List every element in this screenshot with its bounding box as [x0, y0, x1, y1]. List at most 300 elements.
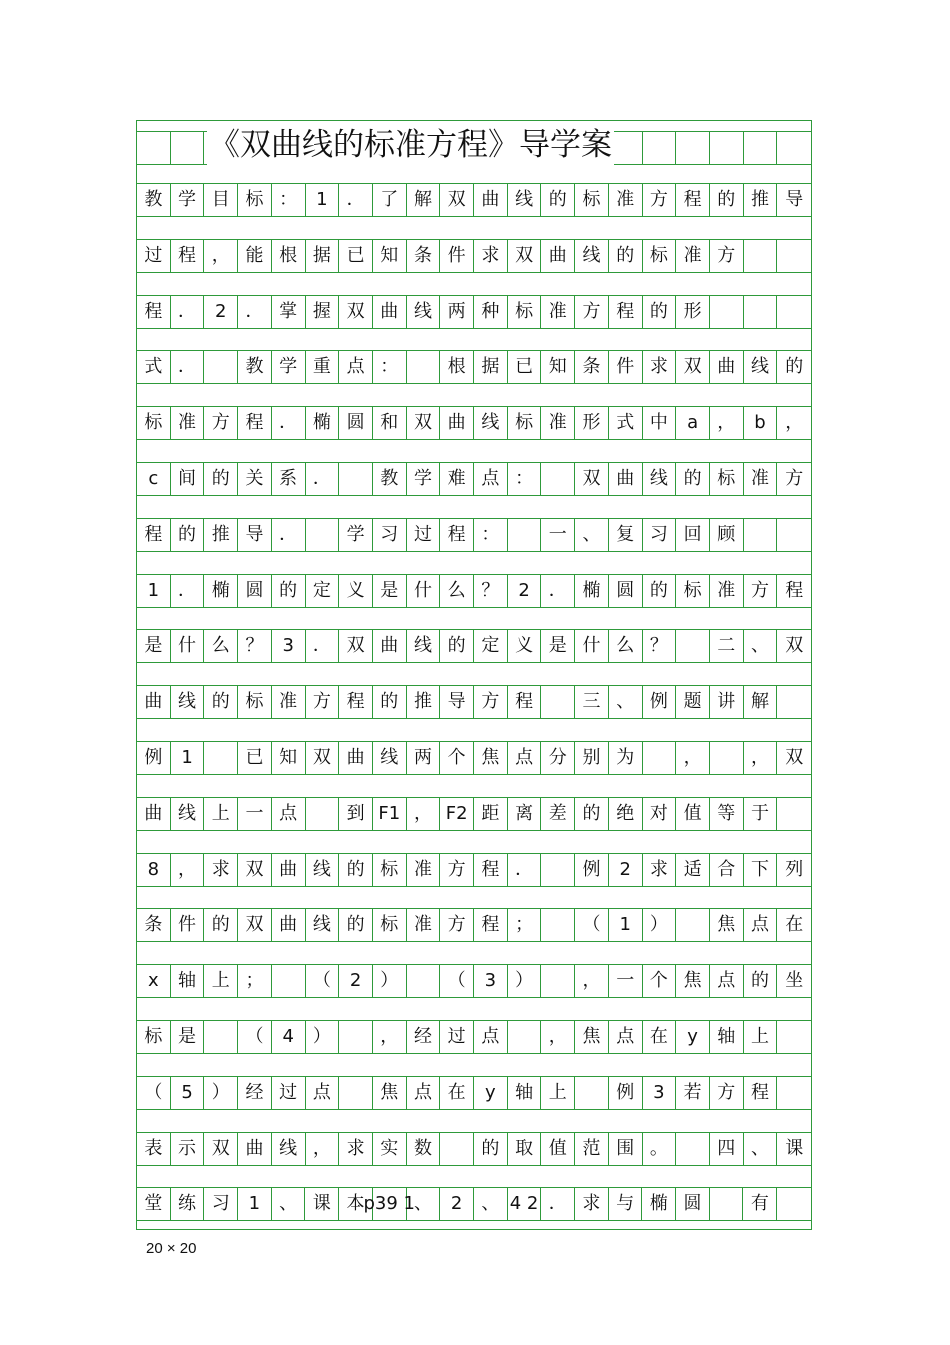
grid-cell: 程 [474, 908, 508, 942]
grid-cell: ； [238, 964, 272, 998]
grid-cell: 标 [137, 1020, 171, 1054]
grid-cell [541, 853, 575, 887]
grid-cell: 难 [440, 462, 474, 496]
grid-cell [575, 1076, 609, 1110]
grid-cell: 求 [204, 853, 238, 887]
grid-cell: 的 [339, 853, 373, 887]
grid-row [137, 629, 811, 663]
grid-cell: ？ [238, 629, 272, 663]
grid-cell: ： [373, 350, 407, 384]
writing-grid-sheet [136, 120, 812, 1230]
grid-cell: 示 [171, 1132, 205, 1166]
grid-cell: 的 [575, 797, 609, 831]
grid-cell: 到 [339, 797, 373, 831]
grid-cell: ） [306, 1020, 340, 1054]
grid-cell: 标 [710, 462, 744, 496]
grid-cell: 点 [744, 908, 778, 942]
grid-cell: 解 [407, 183, 441, 217]
grid-cell: 标 [373, 853, 407, 887]
grid-cell: ． [339, 183, 373, 217]
grid-cell: ： [508, 462, 542, 496]
grid-row [137, 741, 811, 775]
grid-cell: 合 [710, 853, 744, 887]
grid-cell: 标 [508, 295, 542, 329]
grid-cell: 1 [171, 741, 205, 775]
grid-cell: 双 [440, 183, 474, 217]
grid-cell: 程 [440, 518, 474, 552]
grid-cell: 线 [272, 1132, 306, 1166]
grid-cell: 距 [474, 797, 508, 831]
grid-cell: 定 [306, 574, 340, 608]
grid-cell: 方 [204, 406, 238, 440]
grid-cell [777, 295, 811, 329]
grid-cell: 导 [238, 518, 272, 552]
grid-cell: 离 [508, 797, 542, 831]
grid-cell: 已 [508, 350, 542, 384]
grid-cell: 求 [575, 1187, 609, 1221]
grid-cell: 目 [204, 183, 238, 217]
grid-cell [777, 1076, 811, 1110]
grid-cell: 曲 [272, 853, 306, 887]
grid-cell: 圆 [676, 1187, 710, 1221]
grid-cell: 课 [777, 1132, 811, 1166]
grid-cell: 线 [643, 462, 677, 496]
grid-cell: 经 [238, 1076, 272, 1110]
grid-cell: 条 [407, 239, 441, 273]
grid-cell: 双 [508, 239, 542, 273]
grid-cell: 的 [643, 574, 677, 608]
grid-cell: 学 [339, 518, 373, 552]
grid-cell: F2 [440, 797, 474, 831]
grid-cell: x [137, 964, 171, 998]
grid-cell: ． [171, 350, 205, 384]
grid-cell: ． [306, 462, 340, 496]
grid-cell: 两 [407, 741, 441, 775]
grid-cell: 导 [777, 183, 811, 217]
grid-cell: 曲 [373, 629, 407, 663]
grid-cell: 取 [508, 1132, 542, 1166]
grid-cell: 线 [171, 797, 205, 831]
grid-cell [710, 295, 744, 329]
grid-cell: 线 [508, 183, 542, 217]
grid-cell [710, 1187, 744, 1221]
grid-cell [777, 131, 811, 165]
grid-cell: 的 [339, 908, 373, 942]
grid-cell: 上 [744, 1020, 778, 1054]
grid-cell: （ [306, 964, 340, 998]
grid-cell: 点 [508, 741, 542, 775]
grid-cell: 曲 [440, 406, 474, 440]
grid-cell: 曲 [609, 462, 643, 496]
grid-cell: 件 [440, 239, 474, 273]
grid-cell: 学 [407, 462, 441, 496]
grid-cell: 学 [171, 183, 205, 217]
grid-cell [137, 131, 171, 165]
grid-cell: 双 [339, 295, 373, 329]
grid-cell: 的 [204, 908, 238, 942]
grid-cell [508, 1020, 542, 1054]
grid-row [137, 239, 811, 273]
grid-row [137, 350, 811, 384]
grid-cell: 程 [508, 685, 542, 719]
grid-cell: 本 [339, 1187, 373, 1221]
grid-row [137, 908, 811, 942]
grid-row [137, 406, 811, 440]
grid-cell: 点 [306, 1076, 340, 1110]
grid-cell: 的 [440, 629, 474, 663]
grid-cell: 为 [609, 741, 643, 775]
grid-cell: 掌 [272, 295, 306, 329]
grid-cell: ． [171, 295, 205, 329]
grid-cell: 椭 [204, 574, 238, 608]
grid-cell: 椭 [306, 406, 340, 440]
grid-cell: ： [272, 183, 306, 217]
grid-cell: b [744, 406, 778, 440]
grid-cell: 双 [407, 406, 441, 440]
grid-cell [306, 797, 340, 831]
grid-cell: 2 [204, 295, 238, 329]
grid-cell: ． [272, 518, 306, 552]
grid-cell: 的 [474, 1132, 508, 1166]
grid-cell: 准 [541, 406, 575, 440]
grid-cell: ； [508, 908, 542, 942]
grid-cell [541, 462, 575, 496]
grid-cell: 等 [710, 797, 744, 831]
grid-cell: 件 [171, 908, 205, 942]
grid-cell: ， [541, 1020, 575, 1054]
grid-cell: 分 [541, 741, 575, 775]
grid-cell: 例 [575, 853, 609, 887]
grid-cell: 么 [609, 629, 643, 663]
grid-cell: 曲 [710, 350, 744, 384]
grid-cell: 线 [474, 406, 508, 440]
grid-cell: 轴 [508, 1076, 542, 1110]
grid-cell: 适 [676, 853, 710, 887]
grid-cell: 线 [171, 685, 205, 719]
grid-cell: 范 [575, 1132, 609, 1166]
grid-cell: 、 [407, 1187, 441, 1221]
grid-cell: 点 [339, 350, 373, 384]
grid-cell [676, 1132, 710, 1166]
grid-cell: 么 [204, 629, 238, 663]
grid-cell: 、 [744, 1132, 778, 1166]
grid-cell: ， [373, 1020, 407, 1054]
grid-cell: 件 [609, 350, 643, 384]
grid-cell: 4 2 [508, 1187, 542, 1221]
grid-cell [306, 518, 340, 552]
grid-cell: 什 [407, 574, 441, 608]
grid-cell: 在 [777, 908, 811, 942]
grid-cell [676, 629, 710, 663]
grid-cell: 点 [609, 1020, 643, 1054]
grid-cell: 根 [272, 239, 306, 273]
grid-cell: 两 [440, 295, 474, 329]
grid-cell: 表 [137, 1132, 171, 1166]
grid-cell: 方 [710, 1076, 744, 1110]
grid-cell: 曲 [339, 741, 373, 775]
grid-cell: 顾 [710, 518, 744, 552]
grid-cell: 三 [575, 685, 609, 719]
grid-cell: 双 [238, 853, 272, 887]
grid-cell: 方 [643, 183, 677, 217]
grid-cell: 点 [272, 797, 306, 831]
grid-cell [777, 685, 811, 719]
grid-row [137, 685, 811, 719]
grid-cell: 1 [238, 1187, 272, 1221]
grid-cell: 例 [137, 741, 171, 775]
grid-cell: （ [137, 1076, 171, 1110]
grid-cell: F1 [373, 797, 407, 831]
grid-cell: 过 [137, 239, 171, 273]
grid-cell: 求 [643, 350, 677, 384]
grid-cell [777, 1020, 811, 1054]
grid-cell [643, 131, 677, 165]
grid-cell: 准 [609, 183, 643, 217]
grid-cell: 过 [407, 518, 441, 552]
grid-cell: 标 [643, 239, 677, 273]
grid-cell [407, 964, 441, 998]
grid-cell: 义 [508, 629, 542, 663]
grid-cell: 学 [272, 350, 306, 384]
grid-cell [744, 518, 778, 552]
grid-cell: 标 [676, 574, 710, 608]
grid-cell: 曲 [373, 295, 407, 329]
grid-cell: 知 [541, 350, 575, 384]
grid-cell: 一 [609, 964, 643, 998]
grid-cell: 。 [643, 1132, 677, 1166]
grid-cell [541, 685, 575, 719]
grid-cell: 根 [440, 350, 474, 384]
grid-cell: 双 [306, 741, 340, 775]
grid-cell: 数 [407, 1132, 441, 1166]
grid-cell: 准 [541, 295, 575, 329]
grid-cell: 关 [238, 462, 272, 496]
grid-cell: 的 [272, 574, 306, 608]
grid-cell [777, 1187, 811, 1221]
grid-cell: 是 [541, 629, 575, 663]
grid-cell: 焦 [575, 1020, 609, 1054]
grid-cell: 定 [474, 629, 508, 663]
grid-cell: 例 [643, 685, 677, 719]
grid-cell: 焦 [676, 964, 710, 998]
grid-cell: 、 [609, 685, 643, 719]
grid-cell: 方 [474, 685, 508, 719]
grid-cell: 已 [339, 239, 373, 273]
grid-cell [744, 295, 778, 329]
grid-cell: 重 [306, 350, 340, 384]
grid-cell [777, 239, 811, 273]
grid-row [137, 1132, 811, 1166]
grid-cell: （ [440, 964, 474, 998]
grid-cell: 、 [474, 1187, 508, 1221]
grid-cell: 点 [474, 462, 508, 496]
grid-cell: 的 [171, 518, 205, 552]
grid-cell: 值 [541, 1132, 575, 1166]
grid-cell: 个 [440, 741, 474, 775]
grid-cell: 标 [575, 183, 609, 217]
grid-cell: 3 [643, 1076, 677, 1110]
grid-cell: 准 [407, 853, 441, 887]
grid-cell: 线 [407, 295, 441, 329]
grid-row [137, 964, 811, 998]
grid-cell: 回 [676, 518, 710, 552]
grid-cell: 程 [609, 295, 643, 329]
grid-cell: 的 [643, 295, 677, 329]
grid-cell: 、 [575, 518, 609, 552]
grid-cell: 程 [777, 574, 811, 608]
grid-cell: 讲 [710, 685, 744, 719]
grid-cell [440, 1132, 474, 1166]
grid-cell: ， [575, 964, 609, 998]
grid-cell: 据 [306, 239, 340, 273]
grid-cell: ？ [643, 629, 677, 663]
grid-cell: 过 [272, 1076, 306, 1110]
grid-cell: 有 [743, 1187, 777, 1221]
grid-cell: 曲 [541, 239, 575, 273]
grid-cell [777, 797, 811, 831]
grid-cell: 线 [407, 629, 441, 663]
grid-cell: 双 [238, 908, 272, 942]
grid-row [137, 1020, 811, 1054]
grid-cell: 绝 [609, 797, 643, 831]
grid-cell: a [676, 406, 710, 440]
grid-cell: 的 [609, 239, 643, 273]
grid-cell: ） [643, 908, 677, 942]
grid-cell: 值 [676, 797, 710, 831]
grid-cell: 形 [676, 295, 710, 329]
grid-cell [676, 908, 710, 942]
grid-cell: 线 [306, 908, 340, 942]
grid-cell: ． [306, 629, 340, 663]
grid-cell: 条 [575, 350, 609, 384]
grid-cell: 据 [474, 350, 508, 384]
grid-cell: 下 [744, 853, 778, 887]
grid-cell: 式 [609, 406, 643, 440]
grid-cell: ， [204, 239, 238, 273]
grid-cell: 种 [474, 295, 508, 329]
grid-cell: 的 [541, 183, 575, 217]
grid-cell: ． [541, 574, 575, 608]
grid-cell [777, 518, 811, 552]
grid-cell: 导 [440, 685, 474, 719]
grid-cell: 、 [744, 629, 778, 663]
grid-cell: 方 [440, 853, 474, 887]
grid-cell: ． [238, 295, 272, 329]
grid-cell: 么 [440, 574, 474, 608]
grid-cell: 方 [306, 685, 340, 719]
grid-cell [710, 741, 744, 775]
grid-cell: 知 [272, 741, 306, 775]
grid-cell: 系 [272, 462, 306, 496]
grid-cell: 双 [676, 350, 710, 384]
grid-cell: 轴 [710, 1020, 744, 1054]
grid-row [137, 462, 811, 496]
grid-cell: 标 [373, 908, 407, 942]
grid-cell [541, 908, 575, 942]
grid-size-label: 20 × 20 [146, 1240, 197, 1257]
grid-cell: 推 [204, 518, 238, 552]
grid-cell: 了 [373, 183, 407, 217]
grid-cell: （ [238, 1020, 272, 1054]
grid-cell: 程 [171, 239, 205, 273]
grid-cell: 圆 [609, 574, 643, 608]
grid-cell: 5 [171, 1076, 205, 1110]
grid-cell: 方 [440, 908, 474, 942]
grid-cell: 曲 [238, 1132, 272, 1166]
grid-cell: 程 [238, 406, 272, 440]
grid-cell: 2 [609, 853, 643, 887]
grid-cell: 已 [238, 741, 272, 775]
grid-cell: 一 [238, 797, 272, 831]
grid-cell: 线 [306, 853, 340, 887]
grid-cell: 标 [238, 183, 272, 217]
grid-cell: 轴 [171, 964, 205, 998]
grid-cell: 焦 [474, 741, 508, 775]
grid-cell [339, 1076, 373, 1110]
grid-cell: 的 [204, 462, 238, 496]
grid-cell [508, 518, 542, 552]
grid-cell: 焦 [710, 908, 744, 942]
grid-cell: 方 [575, 295, 609, 329]
grid-cell: 线 [575, 239, 609, 273]
grid-cell: 式 [137, 350, 171, 384]
grid-cell [407, 350, 441, 384]
grid-cell: ． [541, 1187, 575, 1221]
grid-cell: 程 [137, 518, 171, 552]
grid-cell: 双 [777, 629, 811, 663]
grid-cell: 准 [171, 406, 205, 440]
grid-cell: 线 [744, 350, 778, 384]
grid-cell: 求 [339, 1132, 373, 1166]
grid-cell: c [137, 462, 171, 496]
grid-cell: 点 [474, 1020, 508, 1054]
grid-cell [744, 239, 778, 273]
grid-cell: 和 [373, 406, 407, 440]
grid-cell: 的 [744, 964, 778, 998]
grid-cell: 一 [541, 518, 575, 552]
grid-cell: 习 [373, 518, 407, 552]
grid-cell: 方 [744, 574, 778, 608]
grid-row [137, 574, 811, 608]
grid-cell: 推 [407, 685, 441, 719]
grid-cell: 程 [137, 295, 171, 329]
grid-cell: 对 [643, 797, 677, 831]
grid-cell: 2 [339, 964, 373, 998]
grid-cell: 椭 [575, 574, 609, 608]
grid-cell: 标 [508, 406, 542, 440]
grid-cell: 教 [373, 462, 407, 496]
grid-cell: 若 [676, 1076, 710, 1110]
grid-cell: 3 [272, 629, 306, 663]
grid-cell: 曲 [137, 685, 171, 719]
grid-cell [272, 964, 306, 998]
grid-cell [643, 741, 677, 775]
grid-cell: 推 [744, 183, 778, 217]
grid-cell: 求 [643, 853, 677, 887]
grid-cell: 题 [676, 685, 710, 719]
grid-cell: 义 [339, 574, 373, 608]
grid-cell: 过 [440, 1020, 474, 1054]
grid-cell: y [474, 1076, 508, 1110]
grid-cell: 程 [744, 1076, 778, 1110]
grid-cell: 课 [305, 1187, 339, 1221]
grid-cell: 什 [575, 629, 609, 663]
grid-cell: ． [171, 574, 205, 608]
grid-cell: 1 [137, 574, 171, 608]
grid-cell: 经 [407, 1020, 441, 1054]
grid-cell: 在 [643, 1020, 677, 1054]
grid-cell: 圆 [339, 406, 373, 440]
